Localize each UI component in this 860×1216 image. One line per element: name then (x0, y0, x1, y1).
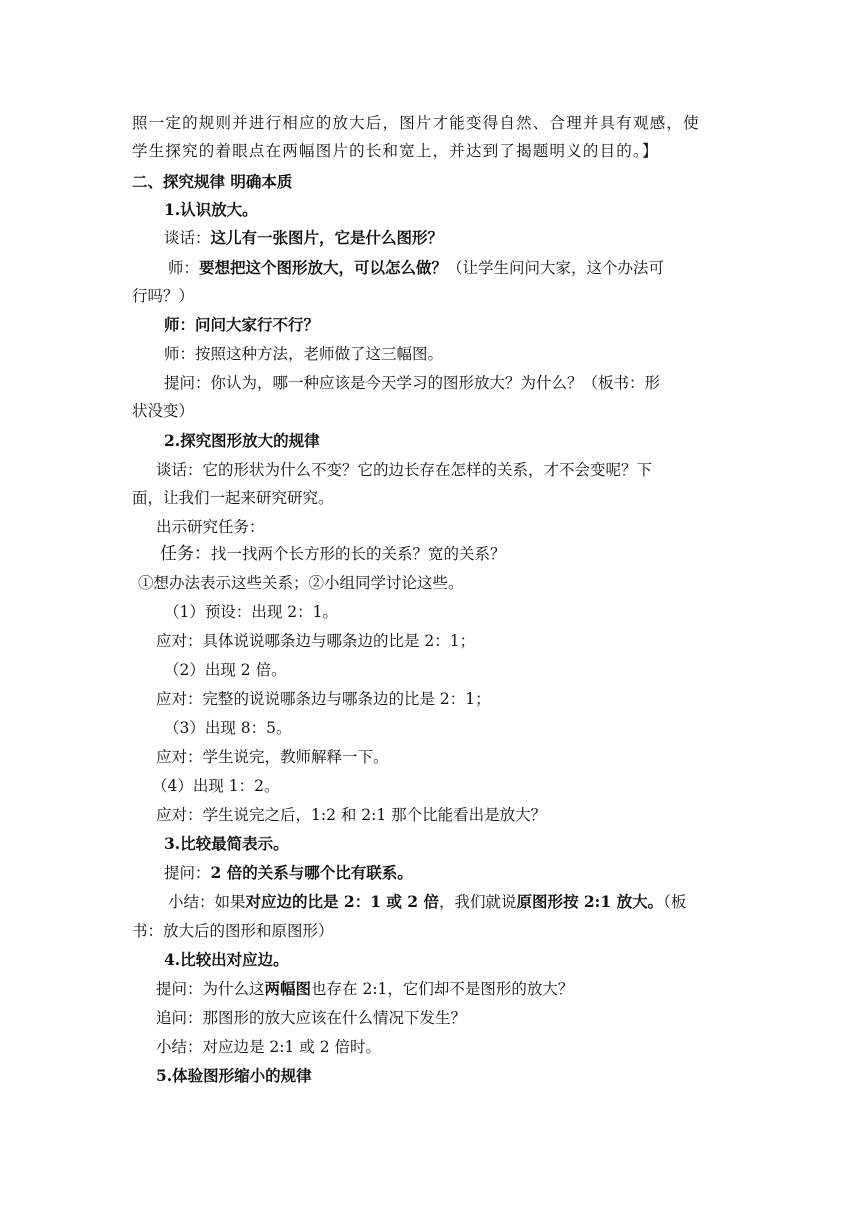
dialogue-line: 状没变） (132, 402, 195, 420)
task-steps: ①想办法表示这些关系；②小组同学讨论这些。 (138, 574, 464, 592)
dialogue-line: 师：要想把这个图形放大，可以怎么做？（让学生问问大家，这个办法可 (168, 258, 665, 277)
response-line: 应对：学生说完，教师解释一下。 (156, 748, 389, 766)
case-line: （1）预设：出现 2：1。 (164, 603, 339, 621)
dialogue-line: 师：问问大家行不行？ (164, 315, 320, 334)
response-line: 应对：完整的说说哪条边与哪条边的比是 2：1； (156, 690, 491, 708)
task-line: 任务：找一找两个长方形的长的关系？宽的关系？ (160, 544, 506, 564)
dialogue-line: 谈话：这儿有一张图片，它是什么图形？ (164, 228, 444, 247)
response-line: 应对：学生说完之后，1:2 和 2:1 那个比能看出是放大？ (156, 806, 547, 824)
summary-line: 书：放大后的图形和原图形） (132, 922, 334, 940)
subsection-title: 1.认识放大。 (164, 200, 258, 219)
dialogue-line: 追问：那图形的放大应该在什么情况下发生？ (156, 1009, 467, 1027)
dialogue-line: 提问：为什么这两幅图也存在 2:1，它们却不是图形的放大？ (156, 979, 574, 998)
dialogue-line: 提问：2 倍的关系与哪个比有联系。 (164, 863, 413, 882)
summary-line: 小结：对应边是 2:1 或 2 倍时。 (156, 1038, 382, 1056)
dialogue-line: 提问：你认为，哪一种应该是今天学习的图形放大？为什么？（板书：形 (164, 374, 661, 392)
dialogue-line: 谈话：它的形状为什么不变？它的边长存在怎样的关系，才不会变呢？下 (156, 461, 653, 479)
response-line: 应对：具体说说哪条边与哪条边的比是 2：1； (156, 632, 476, 650)
subsection-title: 4.比较出对应边。 (164, 950, 289, 969)
subsection-title: 5.体验图形缩小的规律 (156, 1066, 312, 1085)
subsection-title: 3.比较最简表示。 (164, 834, 289, 853)
dialogue-line: 面，让我们一起来研究研究。 (132, 489, 334, 507)
summary-line: 小结：如果对应边的比是 2：1 或 2 倍，我们就说原图形按 2:1 放大。（板 (168, 892, 687, 911)
case-line: （2）出现 2 倍。 (164, 661, 287, 679)
section-heading: 二、探究规律 明确本质 (132, 172, 293, 191)
subsection-title: 2.探究图形放大的规律 (164, 431, 320, 450)
case-line: （4）出现 1：2。 (152, 777, 280, 795)
case-line: （3）出现 8：5。 (164, 719, 292, 737)
dialogue-line: 师：按照这种方法，老师做了这三幅图。 (164, 345, 444, 363)
paragraph-line: 学生探究的着眼点在两幅图片的长和宽上，并达到了揭题明义的目的。】 (132, 142, 659, 160)
dialogue-line: 行吗？） (132, 287, 195, 305)
dialogue-line: 出示研究任务： (156, 518, 265, 536)
paragraph-line: 照一定的规则并进行相应的放大后，图片才能变得自然、合理并具有观感，使 (132, 114, 700, 132)
